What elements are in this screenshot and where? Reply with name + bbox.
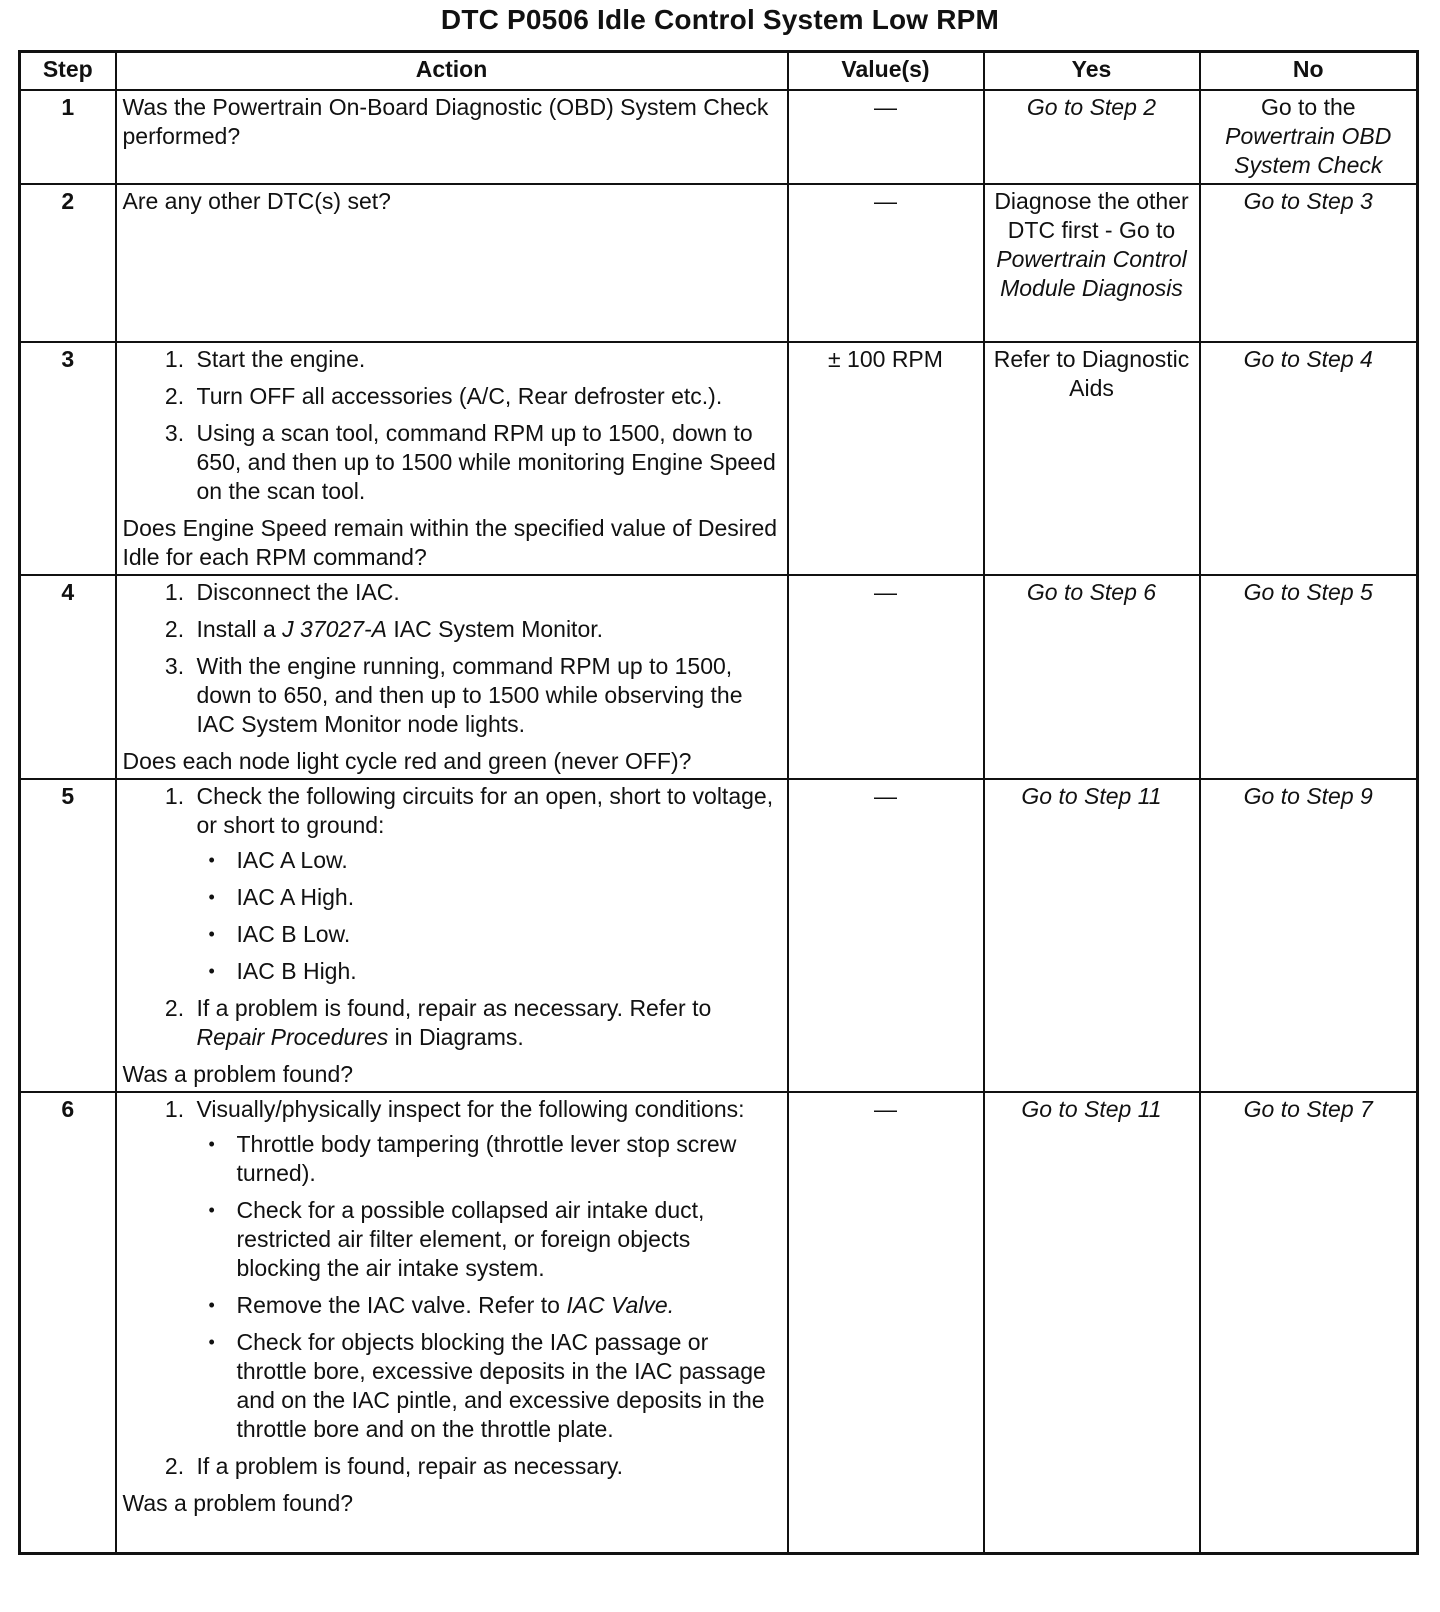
no-cell [1200, 342, 1418, 575]
step-number: 2 [20, 184, 116, 342]
diagnostic-table [18, 50, 1419, 1555]
header-action: Action [116, 52, 788, 91]
action-text: in Diagrams. [394, 1024, 524, 1050]
action-list [123, 578, 781, 739]
step-number: 5 [20, 779, 116, 1092]
yes-cell [984, 779, 1200, 1092]
action-item: 3. Using a scan tool, command RPM up to 1500, down to 650, and then up to 1500 while monitoring Engine Speed on the scan tool. [191, 419, 781, 506]
no-result: Go to Step 5 [1243, 579, 1373, 605]
action-list [123, 1095, 781, 1481]
condition-list [197, 1130, 781, 1444]
yes-result: Go to Step 2 [1026, 94, 1157, 120]
header-yes: Yes [984, 52, 1200, 91]
table-header-row [20, 52, 1418, 91]
value-cell: — [788, 184, 984, 342]
header-values: Value(s) [788, 52, 984, 91]
tool-name: J 37027-A [282, 616, 388, 642]
action-cell [116, 342, 788, 575]
question-text: Does each node light cycle red and green (never OFF)? [122, 748, 692, 774]
no-result: Go to Step 9 [1243, 783, 1373, 809]
no-cell [1200, 1092, 1418, 1554]
no-result: Go to Step 4 [1243, 346, 1373, 372]
action-cell [116, 575, 788, 779]
no-cell [1200, 184, 1418, 342]
condition-item: • Throttle body tampering (throttle lever stop screw turned). [231, 1130, 781, 1188]
action-item: 1. Disconnect the IAC. [191, 578, 781, 607]
step-number: 1 [20, 90, 116, 184]
circuit-list [197, 846, 781, 986]
page-title: DTC P0506 Idle Control System Low RPM [440, 4, 1000, 35]
yes-result: Refer to Diagnostic Aids [993, 346, 1190, 401]
yes-result-prefix: Diagnose the other DTC first - Go to [994, 188, 1189, 243]
action-cell [116, 184, 788, 342]
action-item: 2. Turn OFF all accessories (A/C, Rear defroster etc.). [191, 382, 781, 411]
condition-item [231, 1291, 781, 1320]
table-row [20, 779, 1418, 1092]
step-number: 6 [20, 1092, 116, 1554]
reference-link: Repair Procedures [196, 1024, 389, 1050]
action-item [191, 615, 781, 644]
header-no: No [1200, 52, 1418, 91]
circuit-item: • IAC B Low. [231, 920, 781, 949]
action-item: 3. With the engine running, command RPM up to 1500, down to 650, and then up to 1500 while observing the IAC System Monitor node lights. [191, 652, 781, 739]
no-result-prefix: Go to the [1260, 94, 1356, 120]
action-item [191, 782, 781, 986]
action-item [191, 1095, 781, 1444]
yes-result: Go to Step 6 [1026, 579, 1157, 605]
action-text: IAC System Monitor. [393, 616, 604, 642]
yes-cell [984, 342, 1200, 575]
no-result-link: Powertrain OBD System Check [1225, 123, 1392, 178]
action-cell [116, 90, 788, 184]
yes-cell [984, 184, 1200, 342]
no-result: Go to Step 3 [1243, 188, 1373, 214]
question-text: Was the Powertrain On-Board Diagnostic (OBD) System Check performed? [122, 94, 769, 149]
yes-result-link: Powertrain Control Module Diagnosis [996, 246, 1187, 301]
action-text: If a problem is found, repair as necessary. Refer to [196, 995, 712, 1021]
yes-result: Go to Step 11 [1021, 1096, 1162, 1122]
value-cell: — [788, 1092, 984, 1554]
value-cell: — [788, 779, 984, 1092]
step-number: 4 [20, 575, 116, 779]
no-result: Go to Step 7 [1243, 1096, 1373, 1122]
no-cell [1200, 779, 1418, 1092]
action-text: Check the following circuits for an open, short to voltage, or short to ground: [196, 783, 774, 838]
circuit-item: • IAC A Low. [231, 846, 781, 875]
action-text: Install a [196, 616, 276, 642]
table-row [20, 90, 1418, 184]
action-list [123, 345, 781, 506]
action-text: Visually/physically inspect for the following conditions: [196, 1096, 745, 1122]
value-cell: — [788, 575, 984, 779]
circuit-item: • IAC A High. [231, 883, 781, 912]
value-cell: — [788, 90, 984, 184]
table-row [20, 342, 1418, 575]
reference-link: IAC Valve. [566, 1292, 675, 1318]
question-text: Was a problem found? [122, 1061, 354, 1087]
value-cell: ± 100 RPM [788, 342, 984, 575]
question-text: Are any other DTC(s) set? [122, 188, 391, 214]
no-cell [1200, 575, 1418, 779]
action-text: Remove the IAC valve. Refer to [236, 1292, 560, 1318]
question-text: Does Engine Speed remain within the specified value of Desired Idle for each RPM command? [122, 515, 778, 570]
no-cell [1200, 90, 1418, 184]
table-row [20, 184, 1418, 342]
action-cell [116, 779, 788, 1092]
table-row [20, 575, 1418, 779]
action-cell [116, 1092, 788, 1554]
action-item [191, 994, 781, 1052]
header-step: Step [20, 52, 116, 91]
table-row [20, 1092, 1418, 1554]
yes-cell [984, 90, 1200, 184]
yes-cell [984, 1092, 1200, 1554]
yes-result: Go to Step 11 [1021, 783, 1162, 809]
action-item: 1. Start the engine. [191, 345, 781, 374]
condition-item: • Check for a possible collapsed air intake duct, restricted air filter element, or foreign objects blocking the air intake system. [231, 1196, 781, 1283]
condition-item: • Check for objects blocking the IAC passage or throttle bore, excessive deposits in the IAC passage and on the IAC pintle, and excessive deposits in the throttle bore and on the throttle plate. [231, 1328, 781, 1444]
action-list [123, 782, 781, 1052]
question-text: Was a problem found? [122, 1490, 354, 1516]
action-item: 2. If a problem is found, repair as necessary. [191, 1452, 781, 1481]
yes-cell [984, 575, 1200, 779]
step-number: 3 [20, 342, 116, 575]
circuit-item: • IAC B High. [231, 957, 781, 986]
